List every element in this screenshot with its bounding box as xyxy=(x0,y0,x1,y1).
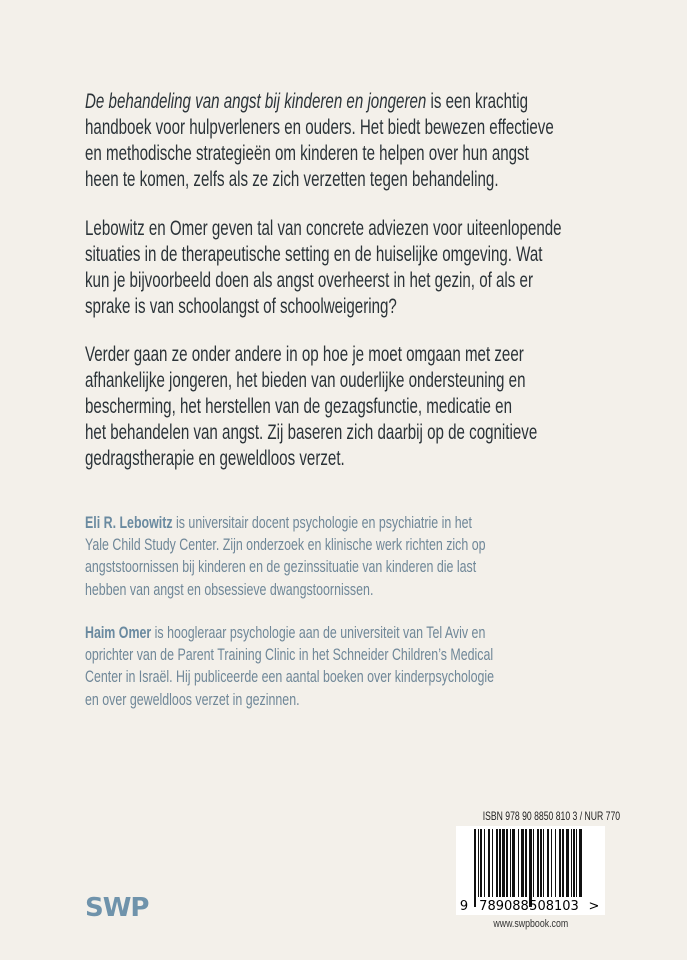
barcode-bar xyxy=(559,829,561,897)
author-name: Eli R. Lebowitz xyxy=(85,513,173,532)
barcode-bar xyxy=(543,829,544,897)
barcode-bar xyxy=(571,829,572,897)
barcode xyxy=(456,826,605,915)
isbn-label: ISBN 978 90 8850 810 3 / NUR 770 xyxy=(482,809,621,823)
intro-line: en methodische strategieën om kinderen te helpen over hun angst xyxy=(85,142,529,165)
barcode-bar xyxy=(484,829,485,897)
barcode-bar xyxy=(512,829,515,897)
publisher-logo: SWP xyxy=(85,893,149,923)
bio-line: angststoornissen bij kinderen en de gezinssituatie van kinderen die last xyxy=(85,557,477,576)
barcode-bar xyxy=(518,829,519,897)
barcode-bar xyxy=(502,829,505,897)
barcode-bar xyxy=(492,829,493,897)
barcode-bar xyxy=(579,829,582,897)
bio-line: Haim Omer is hoogleraar psychologie aan de universiteit van Tel Aviv en xyxy=(85,623,486,642)
book-title: De behandeling van angst bij kinderen en jongeren xyxy=(85,90,427,113)
barcode-bar xyxy=(529,829,532,907)
intro-line: Verder gaan ze onder andere in op hoe je moet omgaan met zeer xyxy=(85,343,524,366)
barcode-bar xyxy=(488,829,490,897)
barcode-bar xyxy=(551,829,552,897)
barcode-bar xyxy=(562,829,564,897)
bio-line: Yale Child Study Center. Zijn onderzoek en klinische werk richten zich op xyxy=(85,535,486,554)
barcode-digits: 9 xyxy=(459,899,469,914)
website-url: www.swpbook.com xyxy=(493,918,569,930)
barcode-digits: > xyxy=(588,899,600,914)
intro-line: sprake is van schoolangst of schoolweigering? xyxy=(85,295,397,318)
barcode-bar xyxy=(555,829,556,897)
barcode-bar xyxy=(537,829,539,897)
intro-line: heen te komen, zelfs als ze zich verzetten tegen behandeling. xyxy=(85,168,499,191)
barcode-bar xyxy=(566,829,569,897)
barcode-bar xyxy=(474,829,476,907)
barcode-bar xyxy=(499,829,501,897)
barcode-bar xyxy=(496,829,498,897)
barcode-bar xyxy=(576,829,577,897)
intro-line: situaties in de therapeutische setting en de huiselijke omgeving. Wat xyxy=(85,243,543,266)
barcode-bar xyxy=(540,829,542,897)
intro-line: afhankelijke jongeren, het bieden van ouderlijke ondersteuning en xyxy=(85,369,526,392)
intro-line: het behandelen van angst. Zij baseren zich daarbij op de cognitieve xyxy=(85,421,538,444)
intro-line: kun je bijvoorbeeld doen als angst overheerst in het gezin, of als er xyxy=(85,269,533,292)
barcode-bar xyxy=(480,829,482,897)
bio-line: oprichter van de Parent Training Clinic in het Schneider Children’s Medical xyxy=(85,645,494,664)
bio-line: en over geweldloos verzet in gezinnen. xyxy=(85,690,300,709)
intro-line: gedragstherapie en geweldloos verzet. xyxy=(85,447,345,470)
intro-line: De behandeling van angst bij kinderen en jongeren is een krachtig xyxy=(85,90,529,113)
barcode-digits: 508103 xyxy=(529,899,579,914)
barcode-bar xyxy=(547,829,549,897)
intro-line: bescherming, het herstellen van de gezagsfunctie, medicatie en xyxy=(85,395,512,418)
intro-line: Lebowitz en Omer geven tal van concrete adviezen voor uiteenlopende xyxy=(85,217,562,240)
barcode-bar xyxy=(506,829,508,897)
bio-line: Eli R. Lebowitz is universitair docent psychologie en psychiatrie in het xyxy=(85,513,472,532)
barcode-bar xyxy=(525,829,527,897)
barcode-bar xyxy=(521,829,524,897)
intro-line: handboek voor hulpverleners en ouders. Het biedt bewezen effectieve xyxy=(85,116,554,139)
barcode-digits: 789088 xyxy=(479,899,529,914)
barcode-bar xyxy=(533,829,534,897)
barcode-bar xyxy=(510,829,511,897)
barcode-bars xyxy=(456,826,605,915)
bio-line: hebben van angst en obsessieve dwangstoornissen. xyxy=(85,580,374,599)
barcode-bar xyxy=(573,829,575,897)
barcode-bar xyxy=(478,829,479,897)
author-name: Haim Omer xyxy=(85,623,152,642)
bio-line: Center in Israël. Hij publiceerde een aantal boeken over kinderpsychologie xyxy=(85,667,495,686)
